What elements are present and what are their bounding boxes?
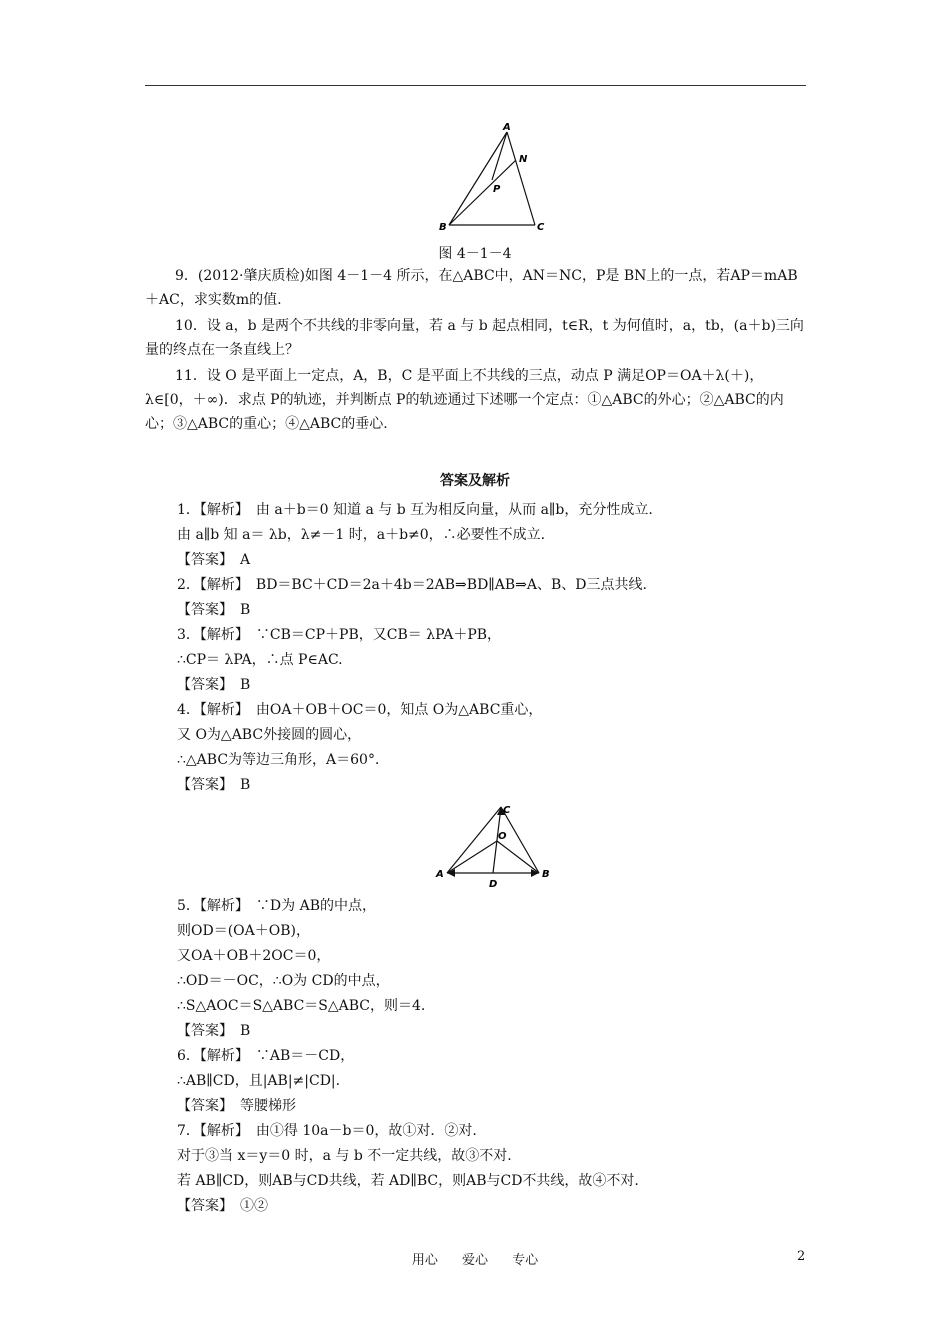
edge-bc bbox=[501, 807, 539, 873]
answer-line: ∴CP＝ λPA，∴点 P∈AC. bbox=[177, 652, 343, 668]
answer-line: 【答案】 B bbox=[177, 1023, 251, 1039]
answer-line: 6．【解析】 ∵AB＝－CD， bbox=[177, 1048, 355, 1064]
answers-title: 答案及解析 bbox=[440, 473, 510, 489]
answer-line: ∴OD＝－OC，∴O为 CD的中点， bbox=[177, 973, 390, 989]
answer-line: 则OD＝(OA＋OB)， bbox=[177, 923, 310, 939]
label-n: N bbox=[519, 154, 528, 165]
answer-line: 3．【解析】 ∵CB＝CP＋PB，又CB＝ λPA＋PB， bbox=[177, 627, 502, 643]
label-c: C bbox=[503, 805, 511, 816]
answer-line: 【答案】 等腰梯形 bbox=[177, 1098, 296, 1114]
answer-line: 又 O为△ABC外接圆的圆心， bbox=[177, 727, 362, 743]
problem-10-text: 10．设 a，b 是两个不共线的非零向量，若 a 与 b 起点相同，t∈R，t 为何值时，a，tb，(a＋b)三向量的终点在一条直线上？ bbox=[145, 318, 804, 358]
problem-9 bbox=[145, 264, 806, 312]
segment-bn bbox=[449, 160, 516, 225]
figure-4-1-4 bbox=[425, 120, 555, 240]
answer-line: 又OA＋OB＋2OC＝0， bbox=[177, 948, 331, 964]
label-a: A bbox=[436, 869, 444, 880]
answer-line: 7．【解析】 由①得 10a－b＝0，故①对．②对. bbox=[177, 1123, 477, 1139]
answer-line: 对于③当 x＝y＝0 时，a 与 b 不一定共线，故③不对. bbox=[177, 1148, 512, 1164]
label-c: C bbox=[537, 222, 545, 233]
edge-ab bbox=[449, 132, 507, 225]
answer-line: 【答案】 B bbox=[177, 677, 251, 693]
answer-line: ∴AB∥CD，且|AB|≠|CD|. bbox=[177, 1073, 341, 1089]
problem-9-text: 9．(2012·肇庆质检)如图 4－1－4 所示，在△ABC中，AN＝NC，P是 BN上的一点，若AP＝mAB＋AC，求实数m的值. bbox=[145, 268, 798, 308]
label-b: B bbox=[439, 222, 447, 233]
problem-10 bbox=[145, 314, 806, 362]
answer-line: 1．【解析】 由 a＋b＝0 知道 a 与 b 互为相反向量，从而 a∥b，充分性成立. bbox=[177, 502, 653, 518]
label-o: O bbox=[498, 831, 507, 842]
segment-ap bbox=[492, 132, 507, 180]
label-a: A bbox=[503, 122, 511, 133]
problem-11-text: 11．设 O 是平面上一定点，A，B，C 是平面上不共线的三点，动点 P 满足OP＝OA＋λ(＋)，λ∈[0，＋∞)．求点 P的轨迹，并判断点 P的轨迹通过下述哪一个定点：①△ABC的外心；②△ABC的内心；③△ABC的重心；④△ABC的垂心. bbox=[145, 368, 784, 432]
edge-ac bbox=[447, 807, 501, 873]
answer-line: 【答案】 B bbox=[177, 777, 251, 793]
answer-line: 【答案】 ①② bbox=[177, 1198, 268, 1214]
answer-line: 4．【解析】 由OA＋OB＋OC＝0，知点 O为△ABC重心， bbox=[177, 702, 543, 718]
answer-line: ∴S△AOC＝S△ABC＝S△ABC，则＝4. bbox=[177, 998, 426, 1014]
edge-ac bbox=[507, 132, 535, 225]
label-d: D bbox=[489, 879, 498, 890]
answer-line: 【答案】 B bbox=[177, 602, 251, 618]
figure-triangle-o bbox=[425, 795, 555, 895]
problem-11 bbox=[145, 364, 806, 436]
answer-line: 由 a∥b 知 a＝ λb，λ≠－1 时，a＋b≠0，∴必要性不成立. bbox=[177, 527, 546, 543]
answer-line: 【答案】 A bbox=[177, 552, 251, 568]
answer-line: 若 AB∥CD，则AB与CD共线，若 AD∥BC，则AB与CD不共线，故④不对. bbox=[177, 1173, 639, 1189]
page-number: 2 bbox=[797, 1249, 806, 1264]
label-p: P bbox=[493, 184, 501, 195]
answer-line: 2．【解析】 BD＝BC＋CD＝2a＋4b＝2AB⇒BD∥AB⇒A、B、D三点共线. bbox=[177, 577, 647, 593]
answer-line: 5．【解析】 ∵D为 AB的中点， bbox=[177, 898, 376, 914]
header-rule bbox=[145, 85, 806, 86]
figure-caption: 图 4－1－4 bbox=[438, 246, 512, 262]
segment-bo bbox=[497, 841, 539, 873]
segment-ao bbox=[447, 841, 497, 873]
footer-motto: 用心 爱心 专心 bbox=[411, 1253, 539, 1268]
answer-line: ∴△ABC为等边三角形，A＝60°． bbox=[177, 752, 389, 768]
label-b: B bbox=[542, 869, 550, 880]
